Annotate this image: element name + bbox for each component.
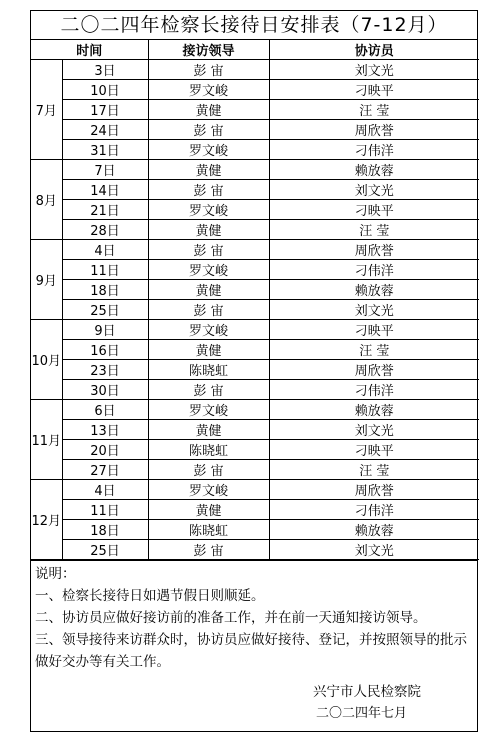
leader-cell: 彭 宙 (148, 60, 269, 80)
day-cell: 6日 (62, 400, 148, 420)
leader-cell: 彭 宙 (148, 120, 269, 140)
assistant-cell: 刁映平 (269, 200, 479, 220)
table-row (31, 380, 479, 400)
leader-cell: 黄健 (148, 500, 269, 520)
day-cell: 17日 (62, 100, 148, 120)
schedule-body (31, 40, 479, 560)
leader-cell: 黄健 (148, 100, 269, 120)
assistant-cell: 周欣誉 (269, 120, 479, 140)
table-row (31, 420, 479, 440)
day-cell: 31日 (62, 140, 148, 160)
leader-cell: 罗文峻 (148, 140, 269, 160)
table-row (31, 540, 479, 560)
assistant-cell: 刁伟洋 (269, 500, 479, 520)
month-cell: 8月 (31, 160, 62, 240)
day-cell: 4日 (62, 240, 148, 260)
assistant-cell: 刁映平 (269, 320, 479, 340)
assistant-cell: 汪 莹 (269, 220, 479, 240)
day-cell: 23日 (62, 360, 148, 380)
schedule-sheet (30, 10, 478, 732)
table-row (31, 100, 479, 120)
assistant-cell: 赖放蓉 (269, 160, 479, 180)
table-row (31, 160, 479, 180)
assistant-cell: 汪 莹 (269, 340, 479, 360)
table-row (31, 320, 479, 340)
table-row (31, 260, 479, 280)
table-row (31, 360, 479, 380)
assistant-cell: 刁伟洋 (269, 140, 479, 160)
table-row (31, 440, 479, 460)
note-item: 三、领导接待来访群众时，协访员应做好接待、登记，并按照领导的批示做好交办等有关工作。 (35, 632, 467, 670)
leader-cell: 彭 宙 (148, 300, 269, 320)
leader-cell: 彭 宙 (148, 540, 269, 560)
leader-cell: 黄健 (148, 220, 269, 240)
table-row (31, 140, 479, 160)
assistant-cell: 刘文光 (269, 420, 479, 440)
table-row (31, 220, 479, 240)
leader-cell: 罗文峻 (148, 80, 269, 100)
leader-cell: 罗文峻 (148, 320, 269, 340)
page-title: 二〇二四年检察长接待日安排表（7-12月） (31, 11, 477, 40)
table-row (31, 300, 479, 320)
day-cell: 3日 (62, 60, 148, 80)
day-cell: 14日 (62, 180, 148, 200)
day-cell: 18日 (62, 280, 148, 300)
table-row (31, 340, 479, 360)
day-cell: 25日 (62, 540, 148, 560)
assistant-cell: 周欣誉 (269, 480, 479, 500)
month-cell: 7月 (31, 60, 62, 160)
leader-cell: 黄健 (148, 420, 269, 440)
table-row (31, 280, 479, 300)
leader-cell: 彭 宙 (148, 180, 269, 200)
table-row (31, 460, 479, 480)
header-assistant: 协访员 (269, 40, 479, 60)
assistant-cell: 刁映平 (269, 440, 479, 460)
month-cell: 9月 (31, 240, 62, 320)
day-cell: 27日 (62, 460, 148, 480)
leader-cell: 黄健 (148, 340, 269, 360)
table-row (31, 240, 479, 260)
month-cell: 11月 (31, 400, 62, 480)
notes-section (31, 560, 477, 731)
day-cell: 4日 (62, 480, 148, 500)
note-item: 一、检察长接待日如遇节假日则顺延。 (35, 588, 265, 604)
day-cell: 11日 (62, 260, 148, 280)
leader-cell: 黄健 (148, 280, 269, 300)
header-leader: 接访领导 (148, 40, 269, 60)
notes-heading: 说明： (35, 566, 76, 582)
table-row (31, 200, 479, 220)
assistant-cell: 赖放蓉 (269, 280, 479, 300)
assistant-cell: 刘文光 (269, 180, 479, 200)
assistant-cell: 刘文光 (269, 540, 479, 560)
assistant-cell: 刁伟洋 (269, 380, 479, 400)
day-cell: 13日 (62, 420, 148, 440)
note-item: 二、协访员应做好接访前的准备工作，并在前一天通知接访领导。 (35, 610, 427, 626)
header-row (31, 40, 479, 60)
assistant-cell: 刘文光 (269, 60, 479, 80)
leader-cell: 彭 宙 (148, 460, 269, 480)
day-cell: 30日 (62, 380, 148, 400)
assistant-cell: 汪 莹 (269, 100, 479, 120)
day-cell: 28日 (62, 220, 148, 240)
leader-cell: 陈晓虹 (148, 520, 269, 540)
month-cell: 12月 (31, 480, 62, 560)
assistant-cell: 赖放蓉 (269, 520, 479, 540)
table-row (31, 80, 479, 100)
header-time: 时间 (31, 40, 148, 60)
table-row (31, 500, 479, 520)
month-cell: 10月 (31, 320, 62, 400)
leader-cell: 黄健 (148, 160, 269, 180)
leader-cell: 陈晓虹 (148, 440, 269, 460)
day-cell: 25日 (62, 300, 148, 320)
assistant-cell: 周欣誉 (269, 360, 479, 380)
table-row (31, 180, 479, 200)
assistant-cell: 周欣誉 (269, 240, 479, 260)
day-cell: 18日 (62, 520, 148, 540)
leader-cell: 陈晓虹 (148, 360, 269, 380)
table-row (31, 400, 479, 420)
assistant-cell: 赖放蓉 (269, 400, 479, 420)
leader-cell: 罗文峻 (148, 400, 269, 420)
leader-cell: 彭 宙 (148, 240, 269, 260)
assistant-cell: 刁伟洋 (269, 260, 479, 280)
day-cell: 21日 (62, 200, 148, 220)
day-cell: 10日 (62, 80, 148, 100)
leader-cell: 彭 宙 (148, 380, 269, 400)
assistant-cell: 汪 莹 (269, 460, 479, 480)
signature-date: 二〇二四年七月 (315, 706, 407, 721)
schedule-table (31, 40, 479, 560)
assistant-cell: 刘文光 (269, 300, 479, 320)
day-cell: 7日 (62, 160, 148, 180)
leader-cell: 罗文峻 (148, 260, 269, 280)
leader-cell: 罗文峻 (148, 200, 269, 220)
day-cell: 11日 (62, 500, 148, 520)
signature-org: 兴宁市人民检察院 (313, 684, 421, 700)
table-row (31, 480, 479, 500)
day-cell: 16日 (62, 340, 148, 360)
leader-cell: 罗文峻 (148, 480, 269, 500)
table-row (31, 120, 479, 140)
day-cell: 9日 (62, 320, 148, 340)
day-cell: 20日 (62, 440, 148, 460)
table-row (31, 60, 479, 80)
table-row (31, 520, 479, 540)
day-cell: 24日 (62, 120, 148, 140)
assistant-cell: 刁映平 (269, 80, 479, 100)
